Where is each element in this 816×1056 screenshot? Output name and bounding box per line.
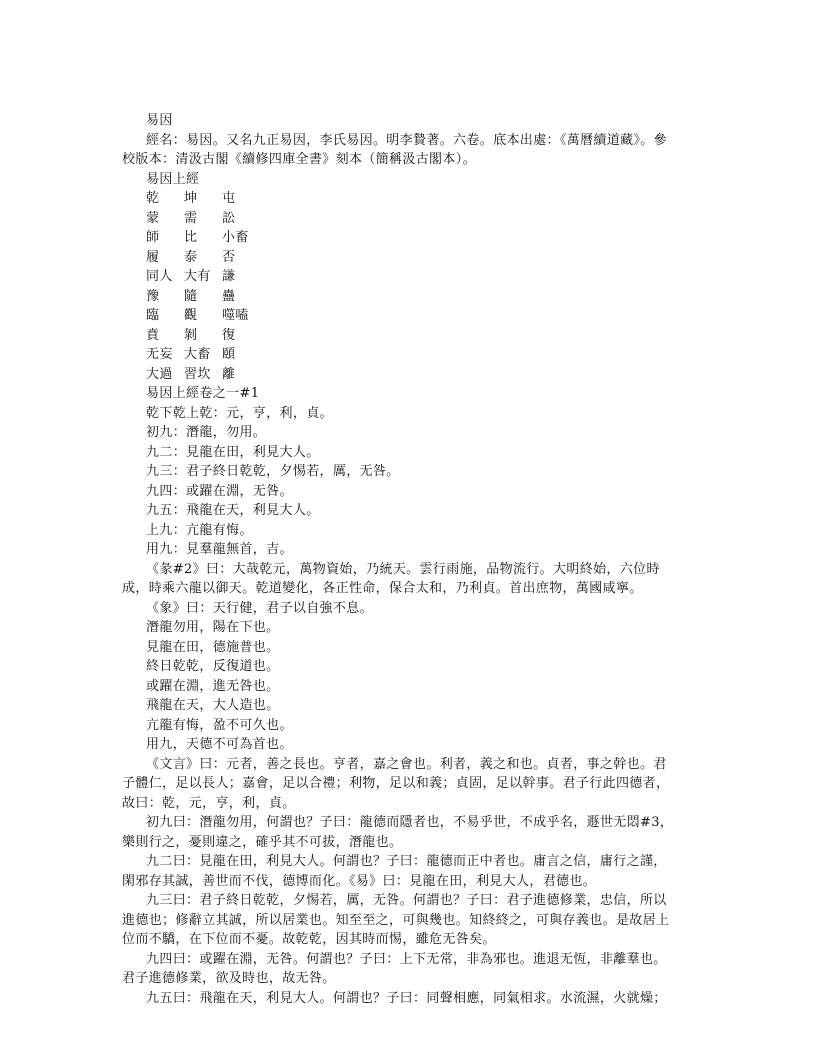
text-line: 九三：君子終日乾乾，夕惕若，厲，无咎。 <box>146 464 400 479</box>
hexagram-cell: 乾 <box>146 191 160 206</box>
hexagram-cell: 比 <box>184 230 198 245</box>
document-page <box>122 111 698 1008</box>
hexagram-cell: 大有 <box>184 269 211 284</box>
text-line: 閑邪存其誠，善世而不伐，德博而化。《易》曰：見龍在田，利見大人，君德也。 <box>122 873 597 889</box>
hexagram-table <box>122 189 698 384</box>
text-line: 九二曰：見龍在田，利見大人。何謂也？子曰：龍德而正中者也。庸言之信，庸行之謹， <box>146 854 667 869</box>
text-line: 成，時乘六龍以御天。乾道變化，各正性命，保合太和，乃利貞。首出庶物，萬國咸寧。 <box>122 581 643 596</box>
text-line: 潛龍勿用，陽在下也。 <box>146 620 280 635</box>
hexagram-cell: 賁 <box>146 327 160 343</box>
hexagram-cell: 隨 <box>184 288 198 304</box>
hexagram-cell: 訟 <box>222 210 236 226</box>
hexagram-row <box>122 209 698 229</box>
hexagram-cell: 坤 <box>184 191 198 206</box>
hexagram-row <box>122 248 698 268</box>
hexagram-row <box>122 365 698 385</box>
text-line: 亢龍有悔，盈不可久也。 <box>146 717 293 733</box>
text-line: 九四：或躍在淵，无咎。 <box>146 483 293 499</box>
hexagram-cell: 謙 <box>222 269 236 284</box>
hexagram-row <box>122 326 698 346</box>
text-line: 位而不驕，在下位而不憂。故乾乾，因其時而惕，雖危无咎矣。 <box>122 932 496 947</box>
hexagram-row <box>122 267 698 287</box>
hexagram-cell: 豫 <box>146 288 160 304</box>
chapter-title: 易因上經卷之一#1 <box>146 386 260 401</box>
hexagram-cell: 泰 <box>184 249 198 265</box>
hexagram-cell: 噬嗑 <box>222 308 249 323</box>
hexagram-cell: 小畜 <box>222 230 249 245</box>
text-line: 飛龍在天，大人造也。 <box>146 698 280 713</box>
text-line: 終日乾乾，反復道也。 <box>146 659 280 674</box>
text-line: 用九，天德不可為首也。 <box>146 737 293 752</box>
text-line: 用九：見羣龍無首，吉。 <box>146 542 293 557</box>
text-line: 故曰：乾，元，亨，利，貞。 <box>122 795 296 811</box>
document-title: 易因 <box>146 113 173 128</box>
text-line: 《文言》曰：元者，善之長也。亨者，嘉之會也。利者，義之和也。貞者，事之幹也。君 <box>146 756 667 772</box>
hexagram-cell: 无妄 <box>146 347 173 362</box>
hexagram-cell: 復 <box>222 327 236 343</box>
hexagram-row <box>122 287 698 307</box>
hexagram-cell: 需 <box>184 210 198 226</box>
hexagram-cell: 大畜 <box>184 347 211 362</box>
hexagram-cell: 蒙 <box>146 210 160 226</box>
hexagram-row <box>122 306 698 326</box>
text-line: 初九：潛龍，勿用。 <box>146 425 267 440</box>
hexagram-cell: 離 <box>222 366 236 382</box>
text-line: 乾下乾上乾：元，亨，利，貞。 <box>146 405 333 421</box>
text-line: 九二：見龍在田，利見大人。 <box>146 444 320 460</box>
text-line: 君子進德修業，欲及時也，故无咎。 <box>122 971 336 986</box>
hexagram-cell: 屯 <box>222 191 236 206</box>
text-line: 或躍在淵，進无咎也。 <box>146 678 280 694</box>
hexagram-cell: 臨 <box>146 308 160 323</box>
text-line: 樂則行之，憂則違之，確乎其不可拔，潛龍也。 <box>122 834 403 850</box>
text-line: 九五：飛龍在天，利見大人。 <box>146 503 320 518</box>
text-line: 九三曰：君子終日乾乾，夕惕若，厲，无咎。何謂也？子曰：君子進德修業，忠信，所以 <box>146 893 667 908</box>
body-text <box>122 404 698 1009</box>
hexagram-cell: 習坎 <box>184 366 211 382</box>
section-title: 易因上經 <box>146 171 200 187</box>
text-line: 上九：亢龍有悔。 <box>146 522 253 538</box>
intro-line: 經名：易因。又名九正易因，李氏易因。明李贄著。六卷。底本出處：《萬曆續道藏》。參 <box>146 132 668 148</box>
hexagram-cell: 師 <box>146 230 160 245</box>
hexagram-cell: 剝 <box>184 327 198 343</box>
text-line: 初九曰：潛龍勿用，何謂也？子曰：龍德而隱者也，不易乎世，不成乎名，遯世无悶#3， <box>146 815 674 830</box>
text-line: 《象》曰：天行健，君子以自強不息。 <box>146 600 373 616</box>
text-line: 子體仁，足以長人；嘉會，足以合禮；利物，足以和義；貞固，足以幹事。君子行此四德者， <box>122 776 670 791</box>
hexagram-cell: 履 <box>146 249 160 265</box>
text-line: 進德也；修辭立其誠，所以居業也。知至至之，可與幾也。知終終之，可與存義也。是故居上 <box>122 912 670 928</box>
text-line: 《彖#2》曰：大哉乾元，萬物資始，乃統天。雲行雨施，品物流行。大明終始，六位時 <box>146 561 660 577</box>
hexagram-cell: 同人 <box>146 269 173 284</box>
intro-line: 校版本：清汲古閣《續修四庫全書》刻本（簡稱汲古閣本）。 <box>122 152 476 167</box>
text-line: 見龍在田，德施普也。 <box>146 639 280 655</box>
hexagram-cell: 大過 <box>146 366 173 382</box>
hexagram-cell: 觀 <box>184 308 198 323</box>
hexagram-cell: 頤 <box>222 347 236 362</box>
hexagram-row <box>122 189 698 209</box>
text-line: 九五曰：飛龍在天，利見大人。何謂也？子曰：同聲相應，同氣相求。水流濕，火就燥； <box>146 990 667 1006</box>
hexagram-row <box>122 345 698 365</box>
hexagram-cell: 蠱 <box>222 288 236 304</box>
text-line: 九四曰：或躍在淵，无咎。何謂也？子曰：上下无常，非為邪也。進退无恆，非離羣也。 <box>146 951 667 967</box>
hexagram-cell: 否 <box>222 249 236 265</box>
hexagram-row <box>122 228 698 248</box>
